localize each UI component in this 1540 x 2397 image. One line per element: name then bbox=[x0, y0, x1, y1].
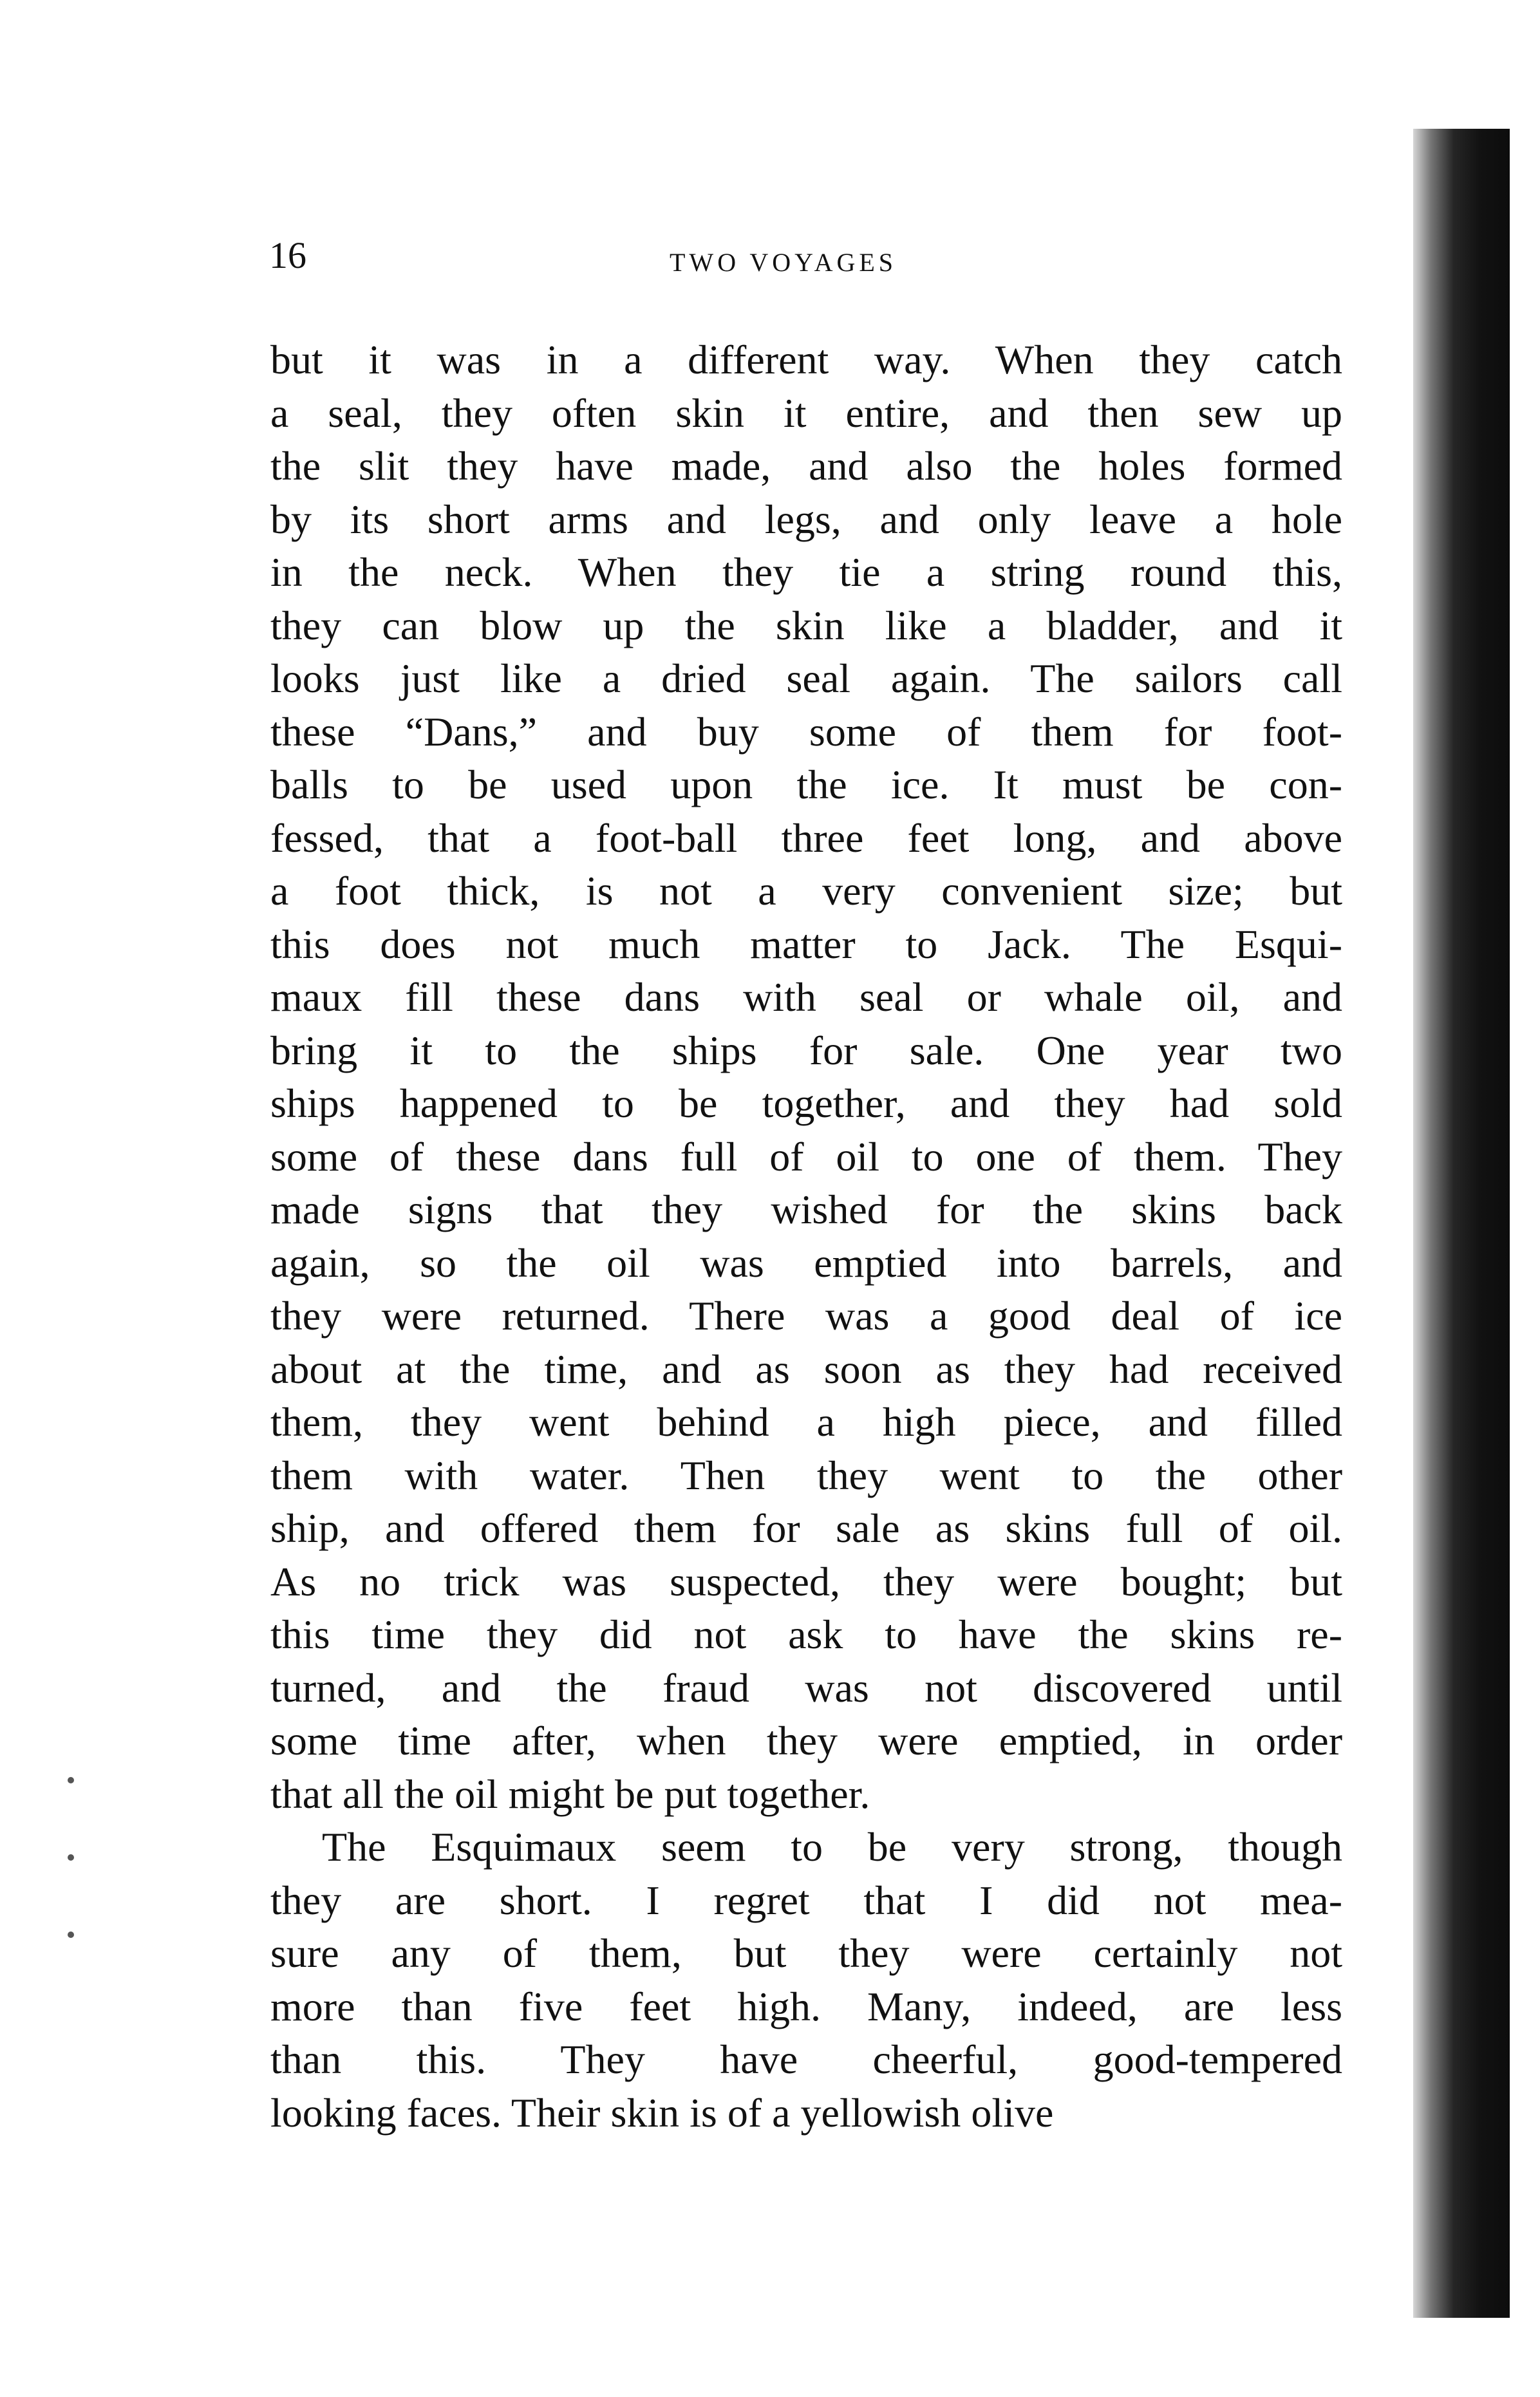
text-line: by its short arms and legs, and only leave a hole bbox=[270, 496, 1342, 542]
page-number: 16 bbox=[269, 234, 306, 276]
text-line: As no trick was suspected, they were bought; but bbox=[270, 1558, 1342, 1604]
text-line: they are short. I regret that I did not mea- bbox=[270, 1877, 1342, 1923]
text-line: a foot thick, is not a very convenient size; but bbox=[270, 868, 1342, 914]
text-line: that all the oil might be put together. bbox=[270, 1771, 870, 1817]
text-line: in the neck. When they tie a string round this, bbox=[270, 549, 1342, 595]
text-line: more than five feet high. Many, indeed, are less bbox=[270, 1983, 1342, 2029]
margin-speck bbox=[68, 1854, 74, 1861]
text-line: balls to be used upon the ice. It must be con- bbox=[270, 762, 1342, 807]
text-line: them, they went behind a high piece, and filled bbox=[270, 1399, 1342, 1445]
page-edge-shadow bbox=[1413, 129, 1510, 2318]
text-line: ships happened to be together, and they had sold bbox=[270, 1080, 1342, 1126]
text-line: a seal, they often skin it entire, and then sew up bbox=[270, 390, 1342, 436]
text-line: the slit they have made, and also the holes formed bbox=[270, 443, 1342, 489]
text-line: fessed, that a foot-ball three feet long, and above bbox=[270, 814, 1342, 861]
margin-speck bbox=[68, 1932, 74, 1938]
text-line: them with water. Then they went to the other bbox=[270, 1452, 1342, 1498]
text-line: looking faces. Their skin is of a yellowish olive bbox=[270, 2089, 1054, 2136]
text-line: some time after, when they were emptied, in order bbox=[270, 1718, 1342, 1763]
text-line: maux fill these dans with seal or whale oil, and bbox=[270, 974, 1342, 1020]
text-line: this does not much matter to Jack. The Esqui- bbox=[270, 921, 1342, 967]
text-line: sure any of them, but they were certainly not bbox=[270, 1930, 1342, 1976]
text-line: again, so the oil was emptied into barrels, and bbox=[270, 1239, 1342, 1286]
text-line: made signs that they wished for the skins back bbox=[270, 1187, 1342, 1232]
text-line: they can blow up the skin like a bladder, and it bbox=[270, 602, 1342, 648]
running-head: TWO VOYAGES bbox=[670, 248, 897, 277]
margin-speck bbox=[68, 1777, 74, 1783]
text-line: but it was in a different way. When they catch bbox=[270, 337, 1342, 382]
text-line: looks just like a dried seal again. The sailors call bbox=[270, 655, 1342, 701]
text-line: turned, and the fraud was not discovered until bbox=[270, 1664, 1342, 1711]
text-line: ship, and offered them for sale as skins full of oil. bbox=[270, 1505, 1342, 1551]
text-line: some of these dans full of oil to one of them. They bbox=[270, 1133, 1342, 1180]
text-line: these “Dans,” and buy some of them for foot- bbox=[270, 708, 1342, 755]
text-line: about at the time, and as soon as they had received bbox=[270, 1346, 1342, 1392]
text-line: this time they did not ask to have the skins re- bbox=[270, 1612, 1342, 1657]
text-line: than this. They have cheerful, good-tempered bbox=[270, 2036, 1342, 2082]
text-line: The Esquimaux seem to be very strong, though bbox=[322, 1824, 1342, 1870]
text-line: bring it to the ships for sale. One year two bbox=[270, 1027, 1342, 1073]
body-text bbox=[270, 334, 1342, 2139]
text-line: they were returned. There was a good deal of ice bbox=[270, 1293, 1342, 1339]
